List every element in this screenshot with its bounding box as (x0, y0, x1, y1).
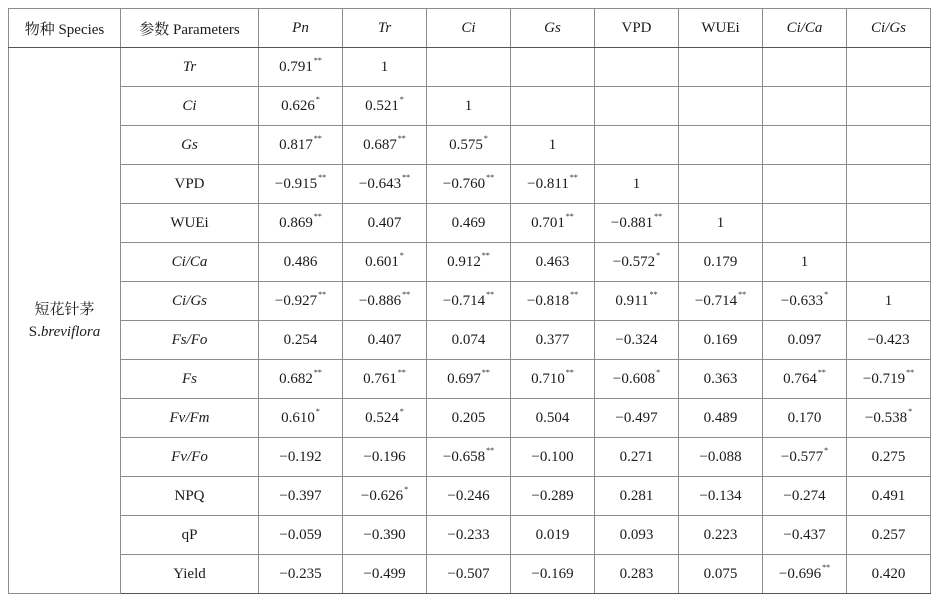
correlation-cell (259, 87, 343, 126)
parameter-label: Fv/Fo (121, 438, 259, 477)
correlation-cell (259, 516, 343, 555)
significance-marker: * (315, 406, 320, 416)
correlation-cell (427, 282, 511, 321)
significance-marker: * (399, 94, 404, 104)
correlation-cell (259, 126, 343, 165)
correlation-value: 0.223 (703, 526, 738, 543)
correlation-cell (847, 399, 931, 438)
parameter-label: Fv/Fm (121, 399, 259, 438)
correlation-cell (343, 87, 427, 126)
correlation-cell (679, 126, 763, 165)
correlation-cell (847, 321, 931, 360)
correlation-value: 0.791 (279, 58, 313, 75)
correlation-value: −0.169 (531, 565, 574, 582)
correlation-value: 0.486 (283, 253, 318, 270)
correlation-cell (511, 282, 595, 321)
species-latin-name (9, 321, 120, 343)
table-row (9, 477, 931, 516)
parameter-label: WUEi (121, 204, 259, 243)
correlation-cell (763, 126, 847, 165)
correlation-value: 0.019 (535, 526, 570, 543)
correlation-cell (763, 243, 847, 282)
significance-marker: ** (397, 133, 406, 143)
correlation-cell (847, 243, 931, 282)
correlation-cell (679, 516, 763, 555)
significance-marker: ** (397, 367, 406, 377)
parameter-label: Tr (121, 48, 259, 87)
correlation-cell (259, 243, 343, 282)
correlation-cell (763, 438, 847, 477)
correlation-cell (427, 360, 511, 399)
correlation-value: 0.463 (535, 253, 570, 270)
correlation-cell (763, 399, 847, 438)
correlation-cell (343, 360, 427, 399)
significance-marker: * (824, 445, 829, 455)
correlation-cell (259, 282, 343, 321)
correlation-cell (511, 360, 595, 399)
correlation-value: −0.658 (442, 448, 486, 465)
correlation-cell (511, 438, 595, 477)
correlation-value: 0.701 (531, 214, 565, 231)
significance-marker: ** (822, 562, 831, 572)
correlation-cell (595, 126, 679, 165)
correlation-cell (427, 204, 511, 243)
correlation-cell (847, 438, 931, 477)
correlation-cell (343, 321, 427, 360)
correlation-value: −0.274 (783, 487, 826, 504)
correlation-cell (511, 126, 595, 165)
correlation-cell (427, 477, 511, 516)
correlation-cell (595, 204, 679, 243)
correlation-cell (679, 87, 763, 126)
correlation-table (8, 8, 931, 594)
significance-marker: ** (565, 211, 574, 221)
significance-marker: ** (738, 289, 747, 299)
correlation-value: −0.100 (531, 448, 574, 465)
table-row (9, 360, 931, 399)
parameter-label: Ci/Ca (121, 243, 259, 282)
correlation-value: −0.497 (615, 409, 658, 426)
correlation-cell (343, 399, 427, 438)
correlation-value: −0.059 (279, 526, 322, 543)
correlation-value: −0.538 (864, 409, 908, 426)
parameter-label: NPQ (121, 477, 259, 516)
correlation-value: 0.817 (279, 136, 313, 153)
correlation-cell (343, 516, 427, 555)
correlation-value: −0.437 (783, 526, 826, 543)
table-row (9, 243, 931, 282)
correlation-value: −0.719 (862, 370, 906, 387)
significance-marker: ** (654, 211, 663, 221)
parameter-label: VPD (121, 165, 259, 204)
correlation-cell (427, 321, 511, 360)
correlation-value: −0.760 (442, 175, 486, 192)
correlation-cell (343, 477, 427, 516)
table-row (9, 282, 931, 321)
correlation-cell (679, 438, 763, 477)
correlation-cell (595, 321, 679, 360)
significance-marker: ** (313, 367, 322, 377)
correlation-cell (511, 399, 595, 438)
correlation-cell (679, 204, 763, 243)
correlation-cell (679, 165, 763, 204)
correlation-value: 0.281 (619, 487, 654, 504)
correlation-cell (343, 126, 427, 165)
correlation-cell (343, 165, 427, 204)
correlation-cell (763, 282, 847, 321)
correlation-cell (259, 165, 343, 204)
correlation-value: −0.818 (526, 292, 570, 309)
correlation-cell (511, 516, 595, 555)
correlation-value: 0.911 (615, 292, 649, 309)
correlation-cell (595, 438, 679, 477)
correlation-value: −0.881 (610, 214, 654, 231)
significance-marker: ** (649, 289, 658, 299)
correlation-value: 0.407 (367, 214, 402, 231)
correlation-cell (259, 204, 343, 243)
correlation-value: 0.524 (365, 409, 399, 426)
correlation-value: −0.423 (867, 331, 910, 348)
correlation-cell (763, 87, 847, 126)
correlation-cell (847, 516, 931, 555)
correlation-cell (679, 399, 763, 438)
correlation-cell (847, 360, 931, 399)
correlation-value: 0.912 (447, 253, 481, 270)
correlation-cell (847, 282, 931, 321)
correlation-cell (763, 165, 847, 204)
header-col-ci-ca: Ci/Ca (763, 9, 847, 48)
correlation-value: −0.915 (274, 175, 318, 192)
significance-marker: * (483, 133, 488, 143)
correlation-cell (259, 360, 343, 399)
correlation-value: 0.179 (703, 253, 738, 270)
correlation-value: 0.469 (451, 214, 486, 231)
parameter-label: Ci (121, 87, 259, 126)
correlation-value: 0.610 (281, 409, 315, 426)
correlation-cell (511, 204, 595, 243)
correlation-value: 0.257 (871, 526, 906, 543)
correlation-value: 1 (800, 253, 809, 270)
header-col-gs: Gs (511, 9, 595, 48)
correlation-value: −0.088 (699, 448, 742, 465)
correlation-cell (427, 243, 511, 282)
table-header (9, 9, 931, 48)
significance-marker: ** (402, 172, 411, 182)
correlation-value: −0.886 (358, 292, 402, 309)
correlation-value: 1 (464, 97, 473, 114)
table-row (9, 204, 931, 243)
correlation-cell (679, 282, 763, 321)
significance-marker: ** (569, 172, 578, 182)
correlation-value: −0.499 (363, 565, 406, 582)
correlation-value: −0.233 (447, 526, 490, 543)
correlation-table-container (8, 8, 930, 594)
correlation-cell (847, 126, 931, 165)
correlation-cell (427, 555, 511, 594)
table-row (9, 438, 931, 477)
significance-marker: ** (402, 289, 411, 299)
significance-marker: ** (486, 289, 495, 299)
correlation-cell (763, 204, 847, 243)
table-row (9, 126, 931, 165)
significance-marker: ** (906, 367, 915, 377)
header-col-wuei: WUEi (679, 9, 763, 48)
correlation-value: 1 (884, 292, 893, 309)
correlation-value: 0.254 (283, 331, 318, 348)
correlation-cell (595, 48, 679, 87)
correlation-value: 0.075 (703, 565, 738, 582)
correlation-value: 0.283 (619, 565, 654, 582)
correlation-cell (595, 516, 679, 555)
significance-marker: * (399, 250, 404, 260)
correlation-cell (847, 204, 931, 243)
correlation-cell (511, 165, 595, 204)
table-row (9, 87, 931, 126)
correlation-cell (259, 477, 343, 516)
table-row (9, 555, 931, 594)
correlation-value: −0.696 (778, 565, 822, 582)
correlation-value: 0.521 (365, 97, 399, 114)
header-col-ci: Ci (427, 9, 511, 48)
correlation-value: −0.196 (363, 448, 406, 465)
correlation-cell (595, 399, 679, 438)
table-row (9, 321, 931, 360)
significance-marker: ** (486, 172, 495, 182)
correlation-value: 0.601 (365, 253, 399, 270)
correlation-value: −0.633 (780, 292, 824, 309)
correlation-cell (427, 126, 511, 165)
significance-marker: * (824, 289, 829, 299)
correlation-value: −0.626 (360, 487, 404, 504)
correlation-cell (679, 477, 763, 516)
significance-marker: ** (313, 133, 322, 143)
correlation-cell (343, 438, 427, 477)
header-species: 物种 Species (9, 9, 121, 48)
correlation-cell (511, 87, 595, 126)
correlation-value: 1 (548, 136, 557, 153)
significance-marker: ** (486, 445, 495, 455)
correlation-cell (847, 87, 931, 126)
species-chinese-name: 短花针茅 (34, 301, 95, 318)
correlation-value: −0.714 (694, 292, 738, 309)
correlation-cell (511, 321, 595, 360)
correlation-cell (427, 399, 511, 438)
correlation-cell (343, 48, 427, 87)
correlation-value: 0.169 (703, 331, 738, 348)
correlation-cell (511, 48, 595, 87)
parameter-label: qP (121, 516, 259, 555)
correlation-cell (427, 516, 511, 555)
table-row (9, 165, 931, 204)
correlation-value: 0.575 (449, 136, 483, 153)
correlation-cell (847, 165, 931, 204)
species-latin-prefix: S. (28, 323, 41, 340)
correlation-cell (847, 477, 931, 516)
correlation-value: −0.811 (527, 175, 569, 192)
correlation-value: 0.710 (531, 370, 565, 387)
correlation-cell (763, 477, 847, 516)
correlation-cell (595, 165, 679, 204)
significance-marker: * (399, 406, 404, 416)
correlation-cell (511, 243, 595, 282)
correlation-value: 0.363 (703, 370, 738, 387)
correlation-value: −0.134 (699, 487, 742, 504)
parameter-label: Yield (121, 555, 259, 594)
correlation-cell (511, 477, 595, 516)
correlation-cell (595, 282, 679, 321)
correlation-value: 0.093 (619, 526, 654, 543)
correlation-cell (679, 243, 763, 282)
correlation-cell (343, 282, 427, 321)
correlation-cell (259, 555, 343, 594)
correlation-value: −0.246 (447, 487, 490, 504)
correlation-value: −0.390 (363, 526, 406, 543)
correlation-value: −0.608 (612, 370, 656, 387)
significance-marker: ** (318, 289, 327, 299)
correlation-cell (427, 165, 511, 204)
correlation-value: −0.577 (780, 448, 824, 465)
correlation-cell (259, 438, 343, 477)
correlation-cell (595, 243, 679, 282)
table-body (9, 48, 931, 594)
correlation-value: −0.507 (447, 565, 490, 582)
correlation-value: 0.407 (367, 331, 402, 348)
correlation-value: 0.697 (447, 370, 481, 387)
correlation-cell (343, 204, 427, 243)
header-row (9, 9, 931, 48)
correlation-value: 0.869 (279, 214, 313, 231)
correlation-value: 1 (716, 214, 725, 231)
correlation-cell (595, 477, 679, 516)
correlation-value: 1 (632, 175, 641, 192)
correlation-value: 0.626 (281, 97, 315, 114)
correlation-value: 0.097 (787, 331, 822, 348)
significance-marker: ** (318, 172, 327, 182)
significance-marker: ** (481, 367, 490, 377)
significance-marker: ** (481, 250, 490, 260)
significance-marker: * (315, 94, 320, 104)
correlation-cell (847, 48, 931, 87)
correlation-cell (259, 399, 343, 438)
significance-marker: ** (817, 367, 826, 377)
correlation-value: −0.289 (531, 487, 574, 504)
correlation-value: 0.205 (451, 409, 486, 426)
header-col-pn: Pn (259, 9, 343, 48)
significance-marker: ** (570, 289, 579, 299)
correlation-cell (763, 555, 847, 594)
significance-marker: * (656, 250, 661, 260)
header-parameters: 参数 Parameters (121, 9, 259, 48)
correlation-cell (259, 48, 343, 87)
species-latin-epithet: breviflora (40, 323, 101, 340)
correlation-cell (511, 555, 595, 594)
header-col-ci-gs: Ci/Gs (847, 9, 931, 48)
correlation-cell (595, 555, 679, 594)
correlation-cell (763, 516, 847, 555)
species-cell (9, 48, 121, 594)
correlation-cell (763, 321, 847, 360)
correlation-value: 0.764 (783, 370, 817, 387)
parameter-label: Ci/Gs (121, 282, 259, 321)
correlation-value: 0.420 (871, 565, 906, 582)
correlation-cell (259, 321, 343, 360)
header-col-vpd: VPD (595, 9, 679, 48)
correlation-cell (763, 360, 847, 399)
parameter-label: Gs (121, 126, 259, 165)
correlation-cell (679, 360, 763, 399)
correlation-value: 0.170 (787, 409, 822, 426)
correlation-value: −0.572 (612, 253, 656, 270)
correlation-value: −0.192 (279, 448, 322, 465)
table-row (9, 48, 931, 87)
correlation-cell (595, 87, 679, 126)
correlation-value: −0.324 (615, 331, 658, 348)
correlation-value: 0.377 (535, 331, 570, 348)
significance-marker: ** (313, 55, 322, 65)
correlation-value: 0.074 (451, 331, 486, 348)
correlation-cell (847, 555, 931, 594)
correlation-value: 0.761 (363, 370, 397, 387)
table-row (9, 399, 931, 438)
parameter-label: Fs/Fo (121, 321, 259, 360)
significance-marker: ** (313, 211, 322, 221)
correlation-value: 0.491 (871, 487, 906, 504)
significance-marker: * (908, 406, 913, 416)
correlation-cell (427, 87, 511, 126)
correlation-value: −0.714 (442, 292, 486, 309)
parameter-label: Fs (121, 360, 259, 399)
significance-marker: ** (565, 367, 574, 377)
correlation-value: −0.643 (358, 175, 402, 192)
correlation-value: 0.687 (363, 136, 397, 153)
correlation-cell (763, 48, 847, 87)
correlation-cell (343, 555, 427, 594)
correlation-value: 0.504 (535, 409, 570, 426)
correlation-value: 0.682 (279, 370, 313, 387)
correlation-value: −0.235 (279, 565, 322, 582)
correlation-cell (427, 438, 511, 477)
correlation-value: −0.927 (274, 292, 318, 309)
correlation-value: 1 (380, 58, 389, 75)
correlation-value: 0.489 (703, 409, 738, 426)
correlation-cell (679, 321, 763, 360)
header-col-tr: Tr (343, 9, 427, 48)
correlation-cell (343, 243, 427, 282)
correlation-value: 0.271 (619, 448, 654, 465)
correlation-value: 0.275 (871, 448, 906, 465)
correlation-cell (679, 48, 763, 87)
correlation-value: −0.397 (279, 487, 322, 504)
significance-marker: * (656, 367, 661, 377)
correlation-cell (595, 360, 679, 399)
significance-marker: * (404, 484, 409, 494)
table-row (9, 516, 931, 555)
correlation-cell (427, 48, 511, 87)
correlation-cell (679, 555, 763, 594)
